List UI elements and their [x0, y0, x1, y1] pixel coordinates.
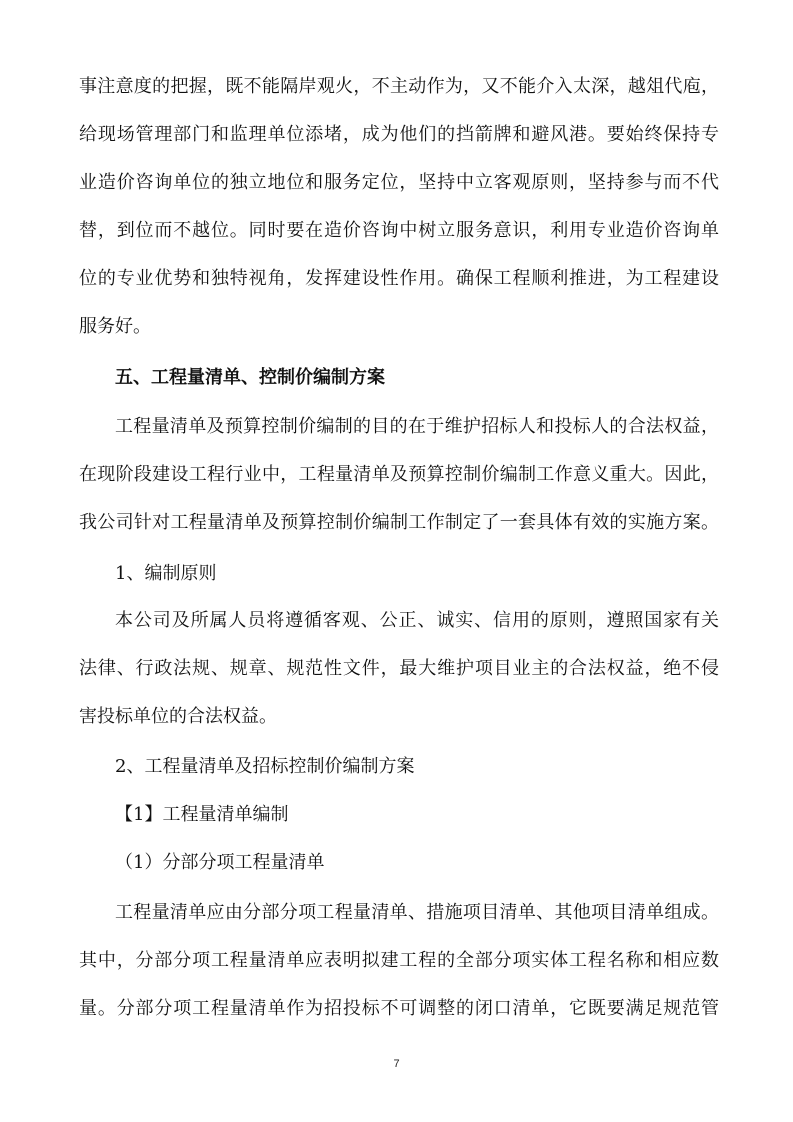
section-5-heading: 五、工程量清单、控制价编制方案	[115, 367, 385, 388]
item-2-title: 2、工程量清单及招标控制价编制方案	[115, 756, 415, 777]
paragraph-1-line-2: 给现场管理部门和监理单位添堵，成为他们的挡箭牌和避风港。要始终保持专	[79, 124, 719, 145]
paragraph-3-line-1: 本公司及所属人员将遵循客观、公正、诚实、信用的原则，遵照国家有关	[115, 610, 719, 631]
paragraph-2-line-3: 我公司针对工程量清单及预算控制价编制工作制定了一套具体有效的实施方案。	[79, 512, 719, 533]
subsubitem-1-title: （1）分部分项工程量清单	[115, 852, 325, 873]
paragraph-1-line-1: 事注意度的把握，既不能隔岸观火，不主动作为，又不能介入太深，越俎代庖，	[79, 76, 719, 97]
subitem-1-title: 【1】工程量清单编制	[115, 804, 289, 825]
paragraph-1-line-4: 替，到位而不越位。同时要在造价咨询中树立服务意识，利用专业造价咨询单	[79, 220, 719, 241]
paragraph-4-line-3: 量。分部分项工程量清单作为招投标不可调整的闭口清单，它既要满足规范管	[79, 998, 719, 1019]
paragraph-2-line-1: 工程量清单及预算控制价编制的目的在于维护招标人和投标人的合法权益，	[115, 416, 719, 437]
paragraph-2-line-2: 在现阶段建设工程行业中，工程量清单及预算控制价编制工作意义重大。因此，	[79, 464, 719, 485]
paragraph-3-line-2: 法律、行政法规、规章、规范性文件，最大维护项目业主的合法权益，绝不侵	[79, 658, 719, 679]
paragraph-3-line-3: 害投标单位的合法权益。	[79, 706, 277, 727]
paragraph-1-line-6: 服务好。	[79, 316, 151, 337]
item-1-title: 1、编制原则	[115, 563, 217, 584]
paragraph-1-line-3: 业造价咨询单位的独立地位和服务定位，坚持中立客观原则，坚持参与而不代	[79, 172, 719, 193]
paragraph-1-line-5: 位的专业优势和独特视角，发挥建设性作用。确保工程顺利推进，为工程建设	[79, 268, 719, 289]
page-number: 7	[393, 1058, 400, 1070]
paragraph-4-line-1: 工程量清单应由分部分项工程量清单、措施项目清单、其他项目清单组成。	[115, 902, 719, 923]
paragraph-4-line-2: 其中，分部分项工程量清单应表明拟建工程的全部分项实体工程名称和相应数	[79, 950, 719, 971]
